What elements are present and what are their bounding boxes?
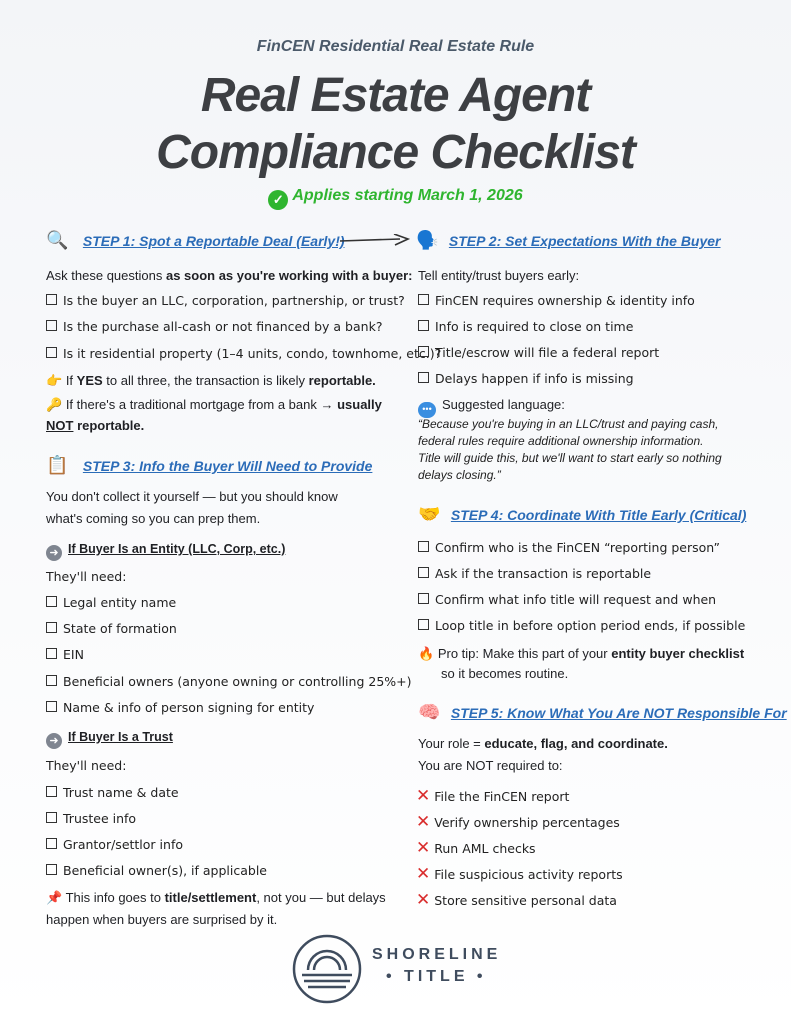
trust-need: They'll need: [46, 758, 127, 773]
step1-note1: 👉 If YES to all three, the transaction is likely reportable. [46, 373, 376, 388]
pro-tip-line2: so it becomes routine. [441, 666, 569, 681]
applies-date [0, 187, 791, 210]
entity-subheading: ➜ If Buyer Is an Entity (LLC, Corp, etc.) [46, 540, 285, 561]
key-icon: 🔑 [46, 397, 63, 412]
step5-heading-row [418, 702, 787, 723]
handshake-icon: 🤝 [418, 504, 441, 524]
trust-item: Trustee info [46, 811, 136, 827]
step3-heading-row [46, 455, 372, 476]
step1-item: Is it residential property (1–4 units, condo, townhome, etc.)? [46, 346, 441, 362]
step5-item: ✕ File the FinCEN report [416, 786, 570, 806]
red-x-icon: ✕ [416, 812, 431, 832]
step3-note-line2: happen when buyers are surprised by it. [46, 912, 278, 927]
step1-note2: 🔑 If there's a traditional mortgage from a bank → usually [46, 397, 382, 412]
step5-item: ✕ Run AML checks [416, 838, 536, 858]
step5-role: Your role = educate, flag, and coordinate. [418, 736, 668, 751]
arrow-circle-icon: ➜ [46, 733, 62, 749]
checkbox-icon [418, 320, 429, 331]
red-x-icon: ✕ [416, 890, 431, 910]
checkbox-icon [46, 701, 57, 712]
trust-item: Trust name & date [46, 785, 179, 801]
quote-line: delays closing.” [418, 468, 501, 482]
step1-heading-row [46, 230, 345, 251]
entity-item: EIN [46, 647, 84, 663]
suggested-quote [418, 416, 758, 484]
checkbox-icon [46, 786, 57, 797]
step1-intro: Ask these questions as soon as you're working with a buyer: [46, 268, 413, 283]
checkbox-icon [46, 838, 57, 849]
checkbox-icon [46, 294, 57, 305]
magnifying-glass-icon: 🔍 [46, 230, 69, 250]
step2-item: Delays happen if info is missing [418, 371, 634, 387]
quote-line: Title will guide this, but we'll want to start early so nothing [418, 451, 722, 465]
step3-heading: STEP 3: Info the Buyer Will Need to Provide [82, 458, 373, 474]
entity-need: They'll need: [46, 569, 127, 584]
checkbox-icon [46, 648, 57, 659]
step1-heading: STEP 1: Spot a Reportable Deal (Early!) [82, 233, 345, 249]
checkbox-icon [46, 320, 57, 331]
checkbox-icon [46, 596, 57, 607]
suggested-language: ••• Suggested language: [418, 397, 565, 418]
clipboard-icon: 📋 [46, 455, 69, 475]
applies-text: Applies starting March 1, 2026 [292, 187, 523, 204]
step3-intro-line2: what's coming so you can prep them. [46, 511, 261, 526]
arrow-right-icon [338, 234, 410, 248]
step1-item: Is the purchase all-cash or not financed by a bank? [46, 319, 382, 335]
brain-icon: 🧠 [418, 702, 441, 722]
checkbox-icon [46, 812, 57, 823]
checkbox-icon [418, 619, 429, 630]
checkbox-icon [418, 541, 429, 552]
step3-intro-line1: You don't collect it yourself — but you should know [46, 489, 338, 504]
step4-heading-row [418, 504, 746, 525]
checkbox-icon [418, 346, 429, 357]
fire-icon: 🔥 [418, 646, 435, 661]
entity-item: State of formation [46, 621, 177, 637]
brand-sub: • TITLE • [386, 968, 487, 985]
speech-bubble-icon: ••• [418, 402, 436, 418]
step4-item: Ask if the transaction is reportable [418, 566, 651, 582]
step2-heading: STEP 2: Set Expectations With the Buyer [448, 233, 721, 249]
step4-item: Confirm what info title will request and when [418, 592, 716, 608]
step2-intro: Tell entity/trust buyers early: [418, 268, 580, 283]
checkbox-icon [46, 864, 57, 875]
pushpin-icon: 📌 [46, 890, 63, 905]
speaking-head-icon: 🗣️ [416, 230, 439, 250]
arrow-circle-icon: ➜ [46, 545, 62, 561]
pointing-hand-icon: 👉 [46, 373, 63, 388]
step4-item: Loop title in before option period ends, if possible [418, 618, 745, 634]
pro-tip: 🔥 Pro tip: Make this part of your entity buyer checklist [418, 646, 745, 661]
step5-not-required: You are NOT required to: [418, 758, 563, 773]
step2-heading-row [416, 230, 721, 251]
quote-line: federal rules require additional ownership information. [418, 434, 704, 448]
checkbox-icon [418, 294, 429, 305]
checkbox-icon [46, 675, 57, 686]
checkbox-icon [46, 622, 57, 633]
red-x-icon: ✕ [416, 838, 431, 858]
entity-item: Name & info of person signing for entity [46, 700, 314, 716]
step5-item: ✕ Verify ownership percentages [416, 812, 620, 832]
page-title-line1: Real Estate Agent [200, 69, 591, 122]
step3-note: 📌 This info goes to title/settlement, not you — but delays [46, 890, 386, 905]
step5-item: ✕ Store sensitive personal data [416, 890, 617, 910]
checkbox-icon [418, 372, 429, 383]
red-x-icon: ✕ [416, 864, 431, 884]
header-subtitle: FinCEN Residential Real Estate Rule [256, 38, 535, 55]
red-x-icon: ✕ [416, 786, 431, 806]
step2-item: Info is required to close on time [418, 319, 633, 335]
step4-heading: STEP 4: Coordinate With Title Early (Critical) [450, 507, 747, 523]
entity-item: Beneficial owners (anyone owning or controlling 25%+) [46, 674, 412, 690]
step2-item: FinCEN requires ownership & identity info [418, 293, 695, 309]
step4-item: Confirm who is the FinCEN “reporting person” [418, 540, 720, 556]
checkbox-icon [46, 347, 57, 358]
trust-item: Beneficial owner(s), if applicable [46, 863, 267, 879]
entity-item: Legal entity name [46, 595, 176, 611]
quote-line: “Because you're buying in an LLC/trust and paying cash, [418, 417, 719, 431]
checkbox-icon [418, 567, 429, 578]
page-title-line2: Compliance Checklist [156, 126, 635, 179]
step5-item: ✕ File suspicious activity reports [416, 864, 623, 884]
brand-name: SHORELINE [372, 946, 502, 963]
trust-subheading: ➜ If Buyer Is a Trust [46, 728, 173, 749]
check-circle-icon: ✓ [268, 190, 288, 210]
checkbox-icon [418, 593, 429, 604]
shoreline-logo-icon [292, 934, 362, 1004]
step2-item: Title/escrow will file a federal report [418, 345, 659, 361]
trust-item: Grantor/settlor info [46, 837, 183, 853]
step1-note2-cont: NOT reportable. [46, 418, 145, 433]
step5-heading: STEP 5: Know What You Are NOT Responsible For [450, 705, 787, 721]
step1-item: Is the buyer an LLC, corporation, partnership, or trust? [46, 293, 405, 309]
